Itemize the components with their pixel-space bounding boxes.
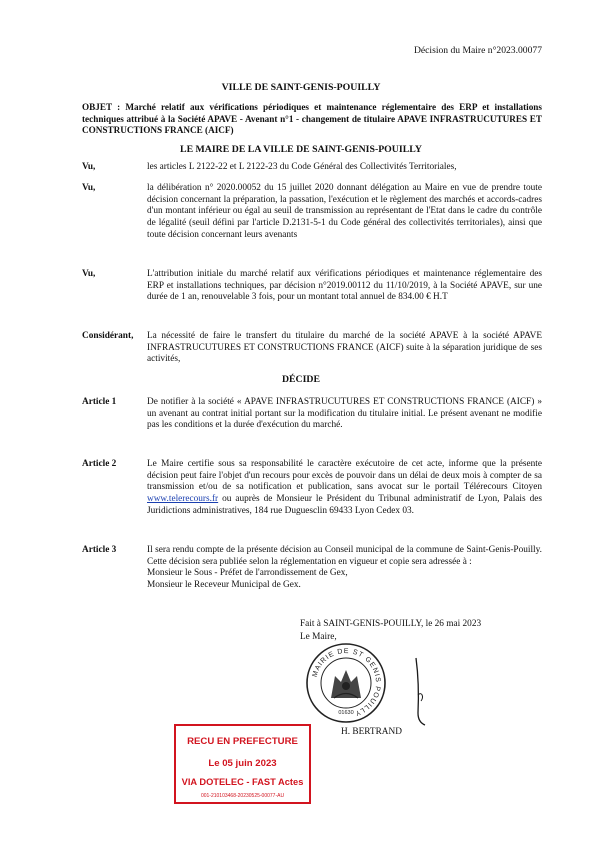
article-label: Article 2 [82, 459, 117, 469]
article-3-body: Il sera rendu compte de la présente décision au Conseil municipal de la commune de Saint-Genis-Pouilly. Cette décision sera publiée selon la réglementation en vigueur et copie sera adressée à : [147, 545, 542, 567]
decide-heading: DÉCIDE [281, 374, 321, 385]
clause-label: Vu, [82, 162, 96, 172]
copy-recipient-2: Monsieur le Receveur Municipal de Gex. [147, 580, 301, 591]
clause-label: Vu, [82, 183, 96, 193]
stamp-line-4: 001-210103468-20230525-00077-AU [200, 793, 285, 799]
signature-icon [388, 655, 448, 730]
stamp-line-2: Le 05 juin 2023 [208, 758, 277, 769]
telerecours-link[interactable]: www.telerecours.fr [147, 494, 219, 505]
article-text [147, 459, 542, 518]
mayor-title: LE MAIRE DE LA VILLE DE SAINT-GENIS-POUILLY [180, 144, 422, 155]
place-date: Fait à SAINT-GENIS-POUILLY, le 26 mai 2023 [300, 619, 482, 629]
prefecture-receipt-stamp [174, 724, 311, 804]
article-text: De notifier à la société « APAVE INFRASTRUCUTURES ET CONSTRUCTIONS FRANCE (AICF) » un avenant au contrat initial portant sur la modification du titulaire initial. Le présent avenant ne modifie pas les conditions et la durée d'exécution du marché. [147, 397, 542, 431]
article-text [147, 545, 542, 592]
decision-reference: Décision du Maire n°2023.00077 [413, 45, 542, 56]
town-heading: VILLE DE SAINT-GENIS-POUILLY [221, 82, 381, 93]
seal-text: MAIRIE DE ST GENIS POUILLY [311, 647, 382, 717]
clause-text: les articles L 2122-22 et L 2122-23 du Code Général des Collectivités Territoriales, [147, 162, 457, 172]
closing-block [300, 618, 540, 643]
objet-paragraph: OBJET : Marché relatif aux vérifications périodiques et maintenance réglementaire des ERP et installations techniques attribué à la Société APAVE - Avenant n°1 - changement de titulaire APAVE INFRASTRUCUTURES ET CONSTRUCTIONS FRANCE (AICF) [82, 102, 542, 136]
clause-label: Vu, [82, 269, 96, 279]
town-seal-icon [305, 642, 387, 724]
clause-text: L'attribution initiale du marché relatif aux vérifications périodiques et maintenance réglementaire des ERP et installations techniques, par décision n°2019.00112 du 11/10/2019, à la Société APAVE, sur une durée de 1 an, renouvelable 3 fois, pour un montant total annuel de 834.00 € H.T [147, 269, 542, 303]
article-label: Article 3 [82, 545, 117, 555]
clause-text: La nécessité de faire le transfert du titulaire du marché de la société APAVE à la société APAVE INFRASTRUCUTURES ET CONSTRUCTIONS FRANCE (AICF) suite à la séparation juridique de ses activités, [147, 331, 542, 365]
signer-name: H. BERTRAND [341, 727, 402, 737]
signer-role: Le Maire, [300, 631, 337, 642]
clause-label: Considérant, [82, 331, 134, 341]
stamp-line-3: VIA DOTELEC - FAST Actes [181, 777, 304, 787]
article-label: Article 1 [82, 397, 117, 407]
copy-recipient-1: Monsieur le Sous - Préfet de l'arrondissement de Gex, [147, 568, 348, 579]
article-text-after: ou auprès de Monsieur le Président du Tribunal administratif de Lyon, Palais des Juridictions administratives, 184 rue Duguesclin 69433 Lyon Cedex 03. [147, 494, 542, 516]
seal-code: 01630 [338, 710, 354, 716]
article-text-before: Le Maire certifie sous sa responsabilité le caractère exécutoire de cet acte, informe que la présente décision peut faire l'objet d'un recours pour excès de pouvoir dans un délai de deux mois à compter de sa transmission et/ou de sa notification et publication, sans avocat sur le portail Télérecours Citoyen [147, 459, 542, 493]
stamp-line-1: RECU EN PREFECTURE [187, 736, 298, 747]
clause-text: la délibération n° 2020.00052 du 15 juillet 2020 donnant délégation au Maire en vue de prendre toute décision concernant la préparation, la passation, l'exécution et le règlement des marchés et accords-cadres d'un montant inférieur ou égal au seuil de transmission au représentant de l'Etat dans le cadre du contrôle de légalité (seuil défini par l'article D.2131-5-1 du Code général des collectivités territoriales), ainsi que toute décision concernant leurs avenants [147, 183, 542, 240]
